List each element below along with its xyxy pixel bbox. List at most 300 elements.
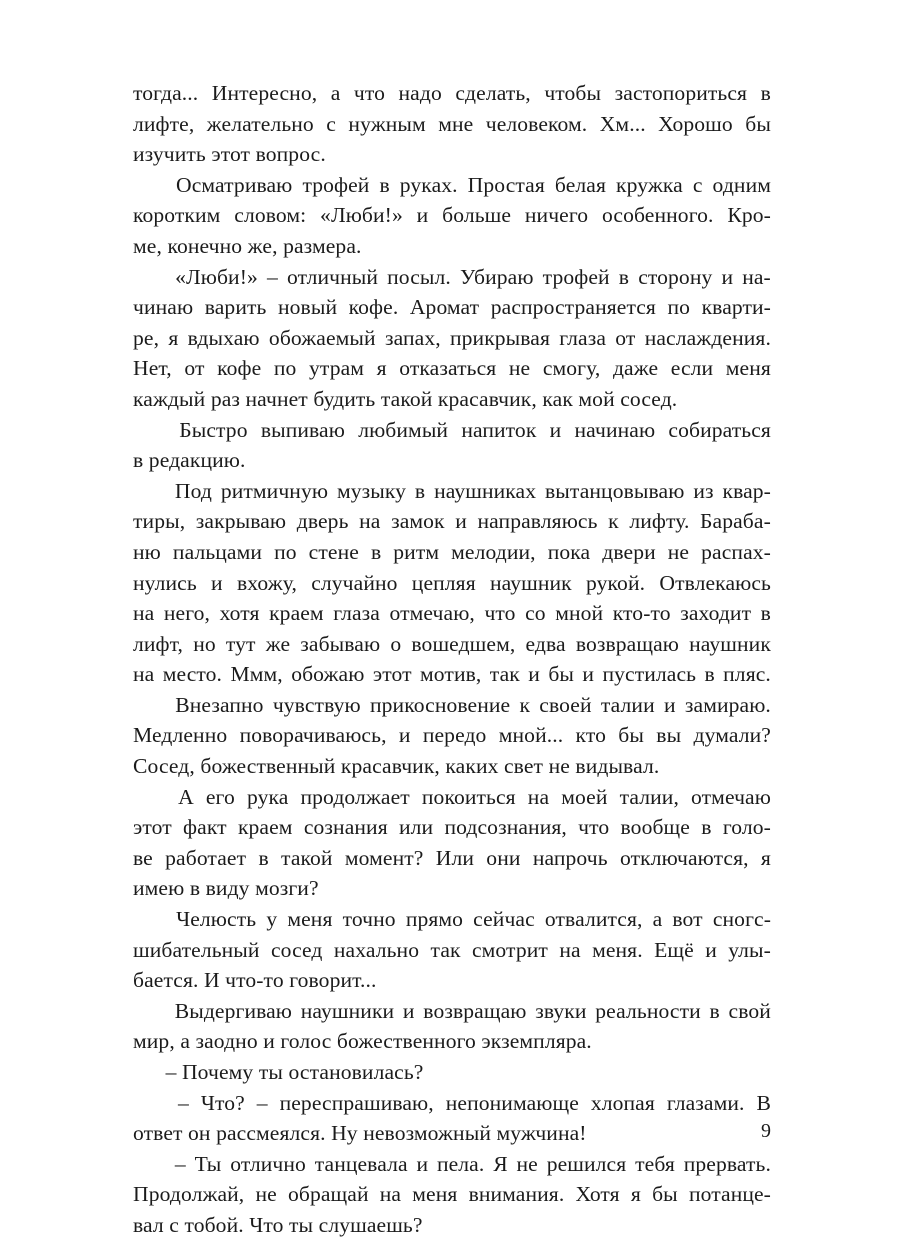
word: и [549, 417, 562, 442]
word: я [376, 356, 387, 381]
word: него, [163, 601, 211, 626]
word: любимый [358, 417, 449, 442]
word: о [390, 631, 402, 656]
word: отказаться [399, 356, 497, 381]
word: дверь [296, 509, 349, 534]
word: покоиться [421, 784, 516, 809]
word: двери [602, 539, 656, 564]
word: «Люби!» [320, 203, 403, 228]
word: трофей [542, 264, 610, 289]
word: Ты [194, 1151, 222, 1176]
word: варить [204, 295, 267, 320]
text-line [133, 720, 771, 751]
word: цепляя [411, 570, 476, 595]
word: направляюсь [477, 509, 598, 534]
word: решился [546, 1151, 627, 1176]
word: распах- [701, 539, 771, 564]
text-line [133, 812, 771, 843]
text-line [133, 935, 771, 966]
word: бы [652, 1182, 678, 1207]
word: у [266, 907, 278, 932]
word: руках. [399, 172, 458, 197]
word: меня [725, 356, 771, 381]
word: замираю. [684, 692, 771, 717]
word: Быстро [179, 417, 248, 442]
word: на [359, 509, 381, 534]
body-paragraph [133, 996, 771, 1057]
word: обожаемый [268, 325, 376, 350]
word: лифте, [133, 111, 195, 136]
paragraph-indent [133, 262, 166, 293]
word: отключаются, [619, 845, 749, 870]
word: продолжает [300, 784, 410, 809]
word: тиры, [133, 509, 186, 534]
word: отлично [230, 1151, 306, 1176]
word: пела. [436, 1151, 485, 1176]
word: наушник [490, 570, 572, 595]
text-line: бается. И что-то говорит... [133, 968, 377, 993]
word: этот [372, 662, 412, 687]
word: заходит [680, 601, 752, 626]
word: хотя [219, 601, 260, 626]
body-paragraph [133, 782, 771, 904]
word: что [578, 815, 610, 840]
word: от [184, 356, 205, 381]
word: что [353, 81, 386, 105]
word: и [455, 509, 467, 534]
word: замок [391, 509, 445, 534]
body-paragraph [133, 476, 771, 690]
text-line [133, 262, 771, 293]
text-line [133, 598, 771, 629]
text-line [133, 537, 771, 568]
word: факт [183, 815, 227, 840]
paragraph-indent [133, 170, 166, 201]
word: же [265, 631, 291, 656]
text-line [133, 415, 771, 446]
page-number: 9 [761, 1120, 771, 1142]
word: от [615, 325, 636, 350]
word: я [760, 845, 771, 870]
word: мотив, [420, 662, 482, 687]
word: улы- [728, 937, 771, 962]
word: Выдергиваю [174, 998, 293, 1023]
word: на- [742, 264, 771, 289]
text-line: ответ он рассмеялся. Ну невозможный мужчина! [133, 1121, 587, 1146]
word: обращай [287, 1182, 369, 1207]
word: утрам [309, 356, 365, 381]
word: выпиваю [260, 417, 345, 442]
word: или [399, 815, 434, 840]
word: даже [612, 356, 659, 381]
word: бы [548, 662, 575, 687]
word: Хотя [575, 1182, 620, 1207]
word: вы [656, 723, 682, 748]
word: хлопая [590, 1090, 655, 1115]
word: Осматриваю [176, 172, 293, 197]
word: нулись [133, 570, 197, 595]
word: передо [422, 723, 487, 748]
body-text-column [133, 78, 771, 1241]
word: отличный [287, 264, 379, 289]
word: реальности [595, 998, 701, 1023]
word: пляс. [723, 662, 771, 687]
text-line: мир, а заодно и голос божественного экземпляра. [133, 1029, 592, 1054]
word: Простая [467, 172, 545, 197]
word: сторону [638, 264, 713, 289]
word: коротким [133, 203, 221, 228]
word: меня. [592, 937, 643, 962]
word: начинаю [574, 417, 656, 442]
word: Что? [200, 1090, 245, 1115]
paragraph-indent [133, 782, 166, 813]
word: и [705, 937, 717, 962]
word: Ещё [654, 937, 694, 962]
word: ре, [133, 325, 160, 350]
word: на [559, 937, 581, 962]
text-line [133, 1149, 771, 1180]
paragraph-indent [133, 415, 166, 446]
text-line [133, 690, 771, 721]
word: и [663, 692, 676, 717]
word: нахально [333, 937, 420, 962]
word: надо [398, 81, 442, 105]
word: сногс- [712, 907, 771, 932]
word: на [133, 601, 155, 626]
word: обожаю [291, 662, 365, 687]
word: В [756, 1090, 771, 1115]
word: Интересно, [211, 81, 318, 105]
word: рука [246, 784, 289, 809]
word: если [670, 356, 714, 381]
word: Я [493, 1151, 508, 1176]
word: лифту. [629, 509, 690, 534]
text-line [133, 843, 771, 874]
word: Кро- [727, 203, 771, 228]
word: на [379, 1182, 402, 1207]
paragraph-indent [133, 1149, 166, 1180]
paragraph-indent [133, 996, 166, 1027]
word: кто [575, 723, 606, 748]
word: чтобы [544, 81, 602, 105]
word: сознания [303, 815, 388, 840]
word: отвалится, [544, 907, 643, 932]
word: отмечаю, [389, 601, 475, 626]
word: в [704, 662, 715, 687]
word: возвращаю [575, 631, 680, 656]
word: меня [287, 907, 333, 932]
word: и [721, 264, 734, 289]
text-line [133, 782, 771, 813]
paragraph-indent [133, 1088, 166, 1119]
word: глаза [559, 325, 607, 350]
word: квар- [722, 478, 771, 503]
word: на [527, 784, 550, 809]
word: а [652, 907, 663, 932]
word: со [525, 601, 546, 626]
word: наушники [300, 998, 395, 1023]
word: краем [237, 815, 293, 840]
text-line: каждый раз начнет будить такой красавчик, как мой сосед. [133, 386, 678, 411]
word: Убираю [459, 264, 534, 289]
word: пока [547, 539, 591, 564]
word: в [701, 815, 712, 840]
word: внимания. [468, 1182, 565, 1207]
word: пустилась [602, 662, 697, 687]
word: бы [618, 723, 644, 748]
text-line [133, 568, 771, 599]
text-line [133, 170, 771, 201]
word: непонимающе [445, 1090, 579, 1115]
word: и [398, 723, 411, 748]
word: на [133, 662, 155, 687]
word: по [274, 539, 297, 564]
word: место. [162, 662, 223, 687]
word: из [693, 478, 714, 503]
word: одним [712, 172, 771, 197]
word: пальцами [172, 539, 263, 564]
word: Или [435, 845, 474, 870]
word: Внезапно [175, 692, 264, 717]
word: вообще [620, 815, 690, 840]
word: талии, [619, 784, 679, 809]
word: «Люби!» [175, 264, 258, 289]
word: к [519, 692, 531, 717]
word: звуки [535, 998, 587, 1023]
text-line: ме, конечно же, размера. [133, 233, 362, 258]
word: сосед [270, 937, 323, 962]
word: так [430, 937, 461, 962]
word: мной [555, 601, 604, 626]
word: не [508, 356, 531, 381]
word: А [178, 784, 194, 809]
word: переспрашиваю, [279, 1090, 434, 1115]
word: – [256, 1090, 268, 1115]
word: забываю [300, 631, 381, 656]
word: закрываю [195, 509, 287, 534]
text-line: имею в виду мозги? [133, 876, 319, 901]
word: в [258, 845, 269, 870]
word: что [484, 601, 516, 626]
body-paragraph [133, 170, 771, 262]
word: Нет, [133, 356, 172, 381]
word: с [692, 172, 703, 197]
text-line [133, 629, 771, 660]
word: вдыхаю [187, 325, 260, 350]
body-paragraph [133, 78, 771, 170]
word: ничего [524, 203, 589, 228]
word: запах, [384, 325, 441, 350]
word: мне [438, 111, 474, 136]
word: лифт, [133, 631, 184, 656]
text-line: Сосед, божественный красавчик, каких свет не видывал. [133, 754, 660, 779]
word: тебя [635, 1151, 675, 1176]
dialogue-paragraph [133, 1057, 771, 1088]
word: я [630, 1182, 641, 1207]
word: наушник [689, 631, 771, 656]
text-line [133, 659, 771, 690]
dialogue-paragraph [133, 1149, 771, 1241]
text-line: вал с тобой. Что ты слушаешь? [133, 1212, 423, 1237]
word: в [414, 478, 426, 503]
word: вытанцовываю [545, 478, 685, 503]
word: – [174, 1151, 186, 1176]
word: Хорошо [658, 111, 733, 136]
body-paragraph [133, 262, 771, 415]
body-paragraph [133, 690, 771, 782]
word: нужным [348, 111, 426, 136]
text-line [133, 323, 771, 354]
word: глазами. [666, 1090, 745, 1115]
word: прямо [405, 907, 464, 932]
word: свой [728, 998, 771, 1023]
word: ве [133, 845, 153, 870]
word: так [489, 662, 520, 687]
word: краем [269, 601, 324, 626]
word: человеком. [485, 111, 588, 136]
word: смотрит [471, 937, 548, 962]
word: вот [672, 907, 703, 932]
word: в [760, 81, 771, 105]
word: тогда... [133, 81, 199, 105]
word: я [168, 325, 179, 350]
word: работает [165, 845, 247, 870]
word: собираться [668, 417, 771, 442]
word: в [709, 998, 720, 1023]
word: напрочь [532, 845, 608, 870]
text-line: изучить этот вопрос. [133, 142, 326, 167]
word: в [379, 172, 390, 197]
word: Аромат [409, 295, 480, 320]
word: смогу, [542, 356, 601, 381]
body-paragraph [133, 415, 771, 476]
word: едва [525, 631, 566, 656]
word: не [667, 539, 690, 564]
word: шибательный [133, 937, 260, 962]
word: они [486, 845, 521, 870]
word: в [370, 539, 382, 564]
text-line [133, 200, 771, 231]
word: – [177, 1090, 189, 1115]
word: танцевала [314, 1151, 408, 1176]
word: больше [442, 203, 512, 228]
word: Бараба- [700, 509, 771, 534]
word: а [330, 81, 341, 105]
word: ню [133, 539, 161, 564]
word: распространяется [490, 295, 656, 320]
body-paragraph [133, 904, 771, 996]
word: стене [308, 539, 359, 564]
word: Под [174, 478, 212, 503]
word: особенного. [601, 203, 714, 228]
text-line [133, 109, 771, 140]
word: – [267, 264, 278, 289]
word: по [273, 356, 297, 381]
word: тут [225, 631, 256, 656]
word: напиток [461, 417, 537, 442]
paragraph-indent [133, 690, 166, 721]
word: в [618, 264, 630, 289]
word: кварти- [701, 295, 771, 320]
word: случайно [311, 570, 398, 595]
word: трофей [302, 172, 370, 197]
word: застопориться [614, 81, 748, 105]
word: прикрывая [449, 325, 551, 350]
word: бы [745, 111, 771, 136]
word: моей [561, 784, 608, 809]
word: в [760, 601, 771, 626]
word: точно [342, 907, 396, 932]
text-line: – Почему ты остановилась? [133, 1060, 424, 1084]
word: наушниках [434, 478, 537, 503]
text-line [133, 996, 771, 1027]
word: его [205, 784, 235, 809]
word: кружка [616, 172, 683, 197]
word: талии [600, 692, 655, 717]
text-line [133, 904, 771, 935]
word: чувствую [272, 692, 361, 717]
word: глаза [333, 601, 380, 626]
word: ритмичную [220, 478, 329, 503]
word: меня [412, 1182, 458, 1207]
word: потанце- [688, 1182, 771, 1207]
word: Медленно [133, 723, 228, 748]
word: Хм... [599, 111, 646, 136]
word: своей [539, 692, 592, 717]
word: и [416, 1151, 429, 1176]
word: белая [554, 172, 607, 197]
word: желательно [206, 111, 314, 136]
word: новый [278, 295, 338, 320]
word: рукой. [586, 570, 646, 595]
text-line [133, 292, 771, 323]
word: голо- [722, 815, 771, 840]
word: и [416, 203, 429, 228]
word: не [255, 1182, 277, 1207]
word: и [528, 662, 540, 687]
word: и [402, 998, 415, 1023]
word: кофе [217, 356, 262, 381]
text-line [133, 1088, 771, 1119]
word: но [193, 631, 216, 656]
word: Ммм, [230, 662, 283, 687]
word: отмечаю [691, 784, 771, 809]
word: прервать. [683, 1151, 771, 1176]
word: подсознания, [444, 815, 567, 840]
word: ритм [393, 539, 440, 564]
word: Продолжай, [133, 1182, 245, 1207]
word: мной... [498, 723, 564, 748]
word: чинаю [133, 295, 194, 320]
word: к [608, 509, 619, 534]
word: момент? [344, 845, 424, 870]
word: по [667, 295, 691, 320]
text-line [133, 78, 771, 109]
text-line [133, 476, 771, 507]
paragraph-indent [133, 476, 166, 507]
word: сделать, [455, 81, 531, 105]
word: поворачиваюсь, [239, 723, 387, 748]
word: мелодии, [451, 539, 536, 564]
word: посыл. [387, 264, 451, 289]
word: вхожу, [236, 570, 297, 595]
word: сейчас [473, 907, 535, 932]
word: и [211, 570, 223, 595]
word: кофе. [348, 295, 399, 320]
word: этот [133, 815, 172, 840]
text-line: в редакцию. [133, 448, 246, 473]
word: наслаждения. [644, 325, 771, 350]
